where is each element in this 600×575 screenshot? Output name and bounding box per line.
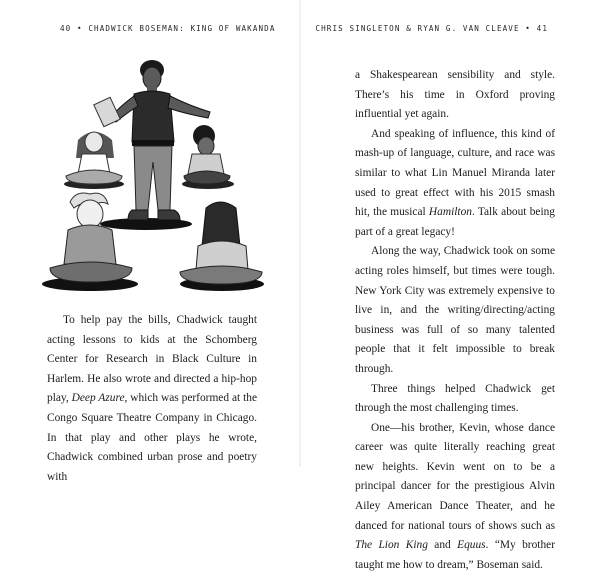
right-paragraph-5: One—his brother, Kevin, whose dance career was quite literally reaching great new heights. Kevin went on to be a principal dancer for the prestigious Alvin Ailey American Dance Theater, and he danced for national tours of shows such as The Lion King and Equus. “My brother taught me how to dream,” Boseman said. bbox=[355, 421, 555, 571]
right-body-text bbox=[355, 66, 555, 575]
left-page bbox=[0, 0, 299, 483]
teaching-illustration bbox=[34, 50, 264, 298]
left-running-head: 40 • CHADWICK BOSEMAN: KING OF WAKANDA bbox=[60, 24, 276, 33]
right-page bbox=[301, 0, 600, 571]
girl-seated-left bbox=[66, 132, 122, 184]
girl-seated-right bbox=[184, 125, 230, 184]
right-paragraph-4: Three things helped Chadwick get through the most challenging times. bbox=[355, 382, 555, 415]
left-body-text bbox=[47, 311, 257, 487]
girl-seated-front bbox=[180, 202, 262, 284]
left-paragraph: To help pay the bills, Chadwick taught acting lessons to kids at the Schomberg Center for Research in Black Culture in Harlem. He also wrote and directed a hip-hop play, Deep Azure, which was performed at the Congo Square Theatre Company in Chicago. In that play and other plays he wrote, Chadwick combined urban prose and poetry with bbox=[47, 314, 257, 483]
right-running-head: CHRIS SINGLETON & RYAN G. VAN CLEAVE • 41 bbox=[315, 24, 548, 33]
right-paragraph-3: Along the way, Chadwick took on some acting roles himself, but times were tough. New York City was extremely expensive to live in, and the writing/directing/acting business was full of so many talented people that it felt impossible to break through. bbox=[355, 245, 555, 375]
right-paragraph-1: a Shakespearean sensibility and style. There’s his time in Oxford proving influential yet again. bbox=[355, 69, 555, 121]
boy-seated-front bbox=[50, 193, 132, 282]
right-paragraph-2: And speaking of influence, this kind of mash-up of language, culture, and race was similar to what Lin Manuel Miranda later used to great effect with his 2015 smash hit, the musical Hamilton. Talk about being part of a great legacy! bbox=[355, 127, 555, 238]
